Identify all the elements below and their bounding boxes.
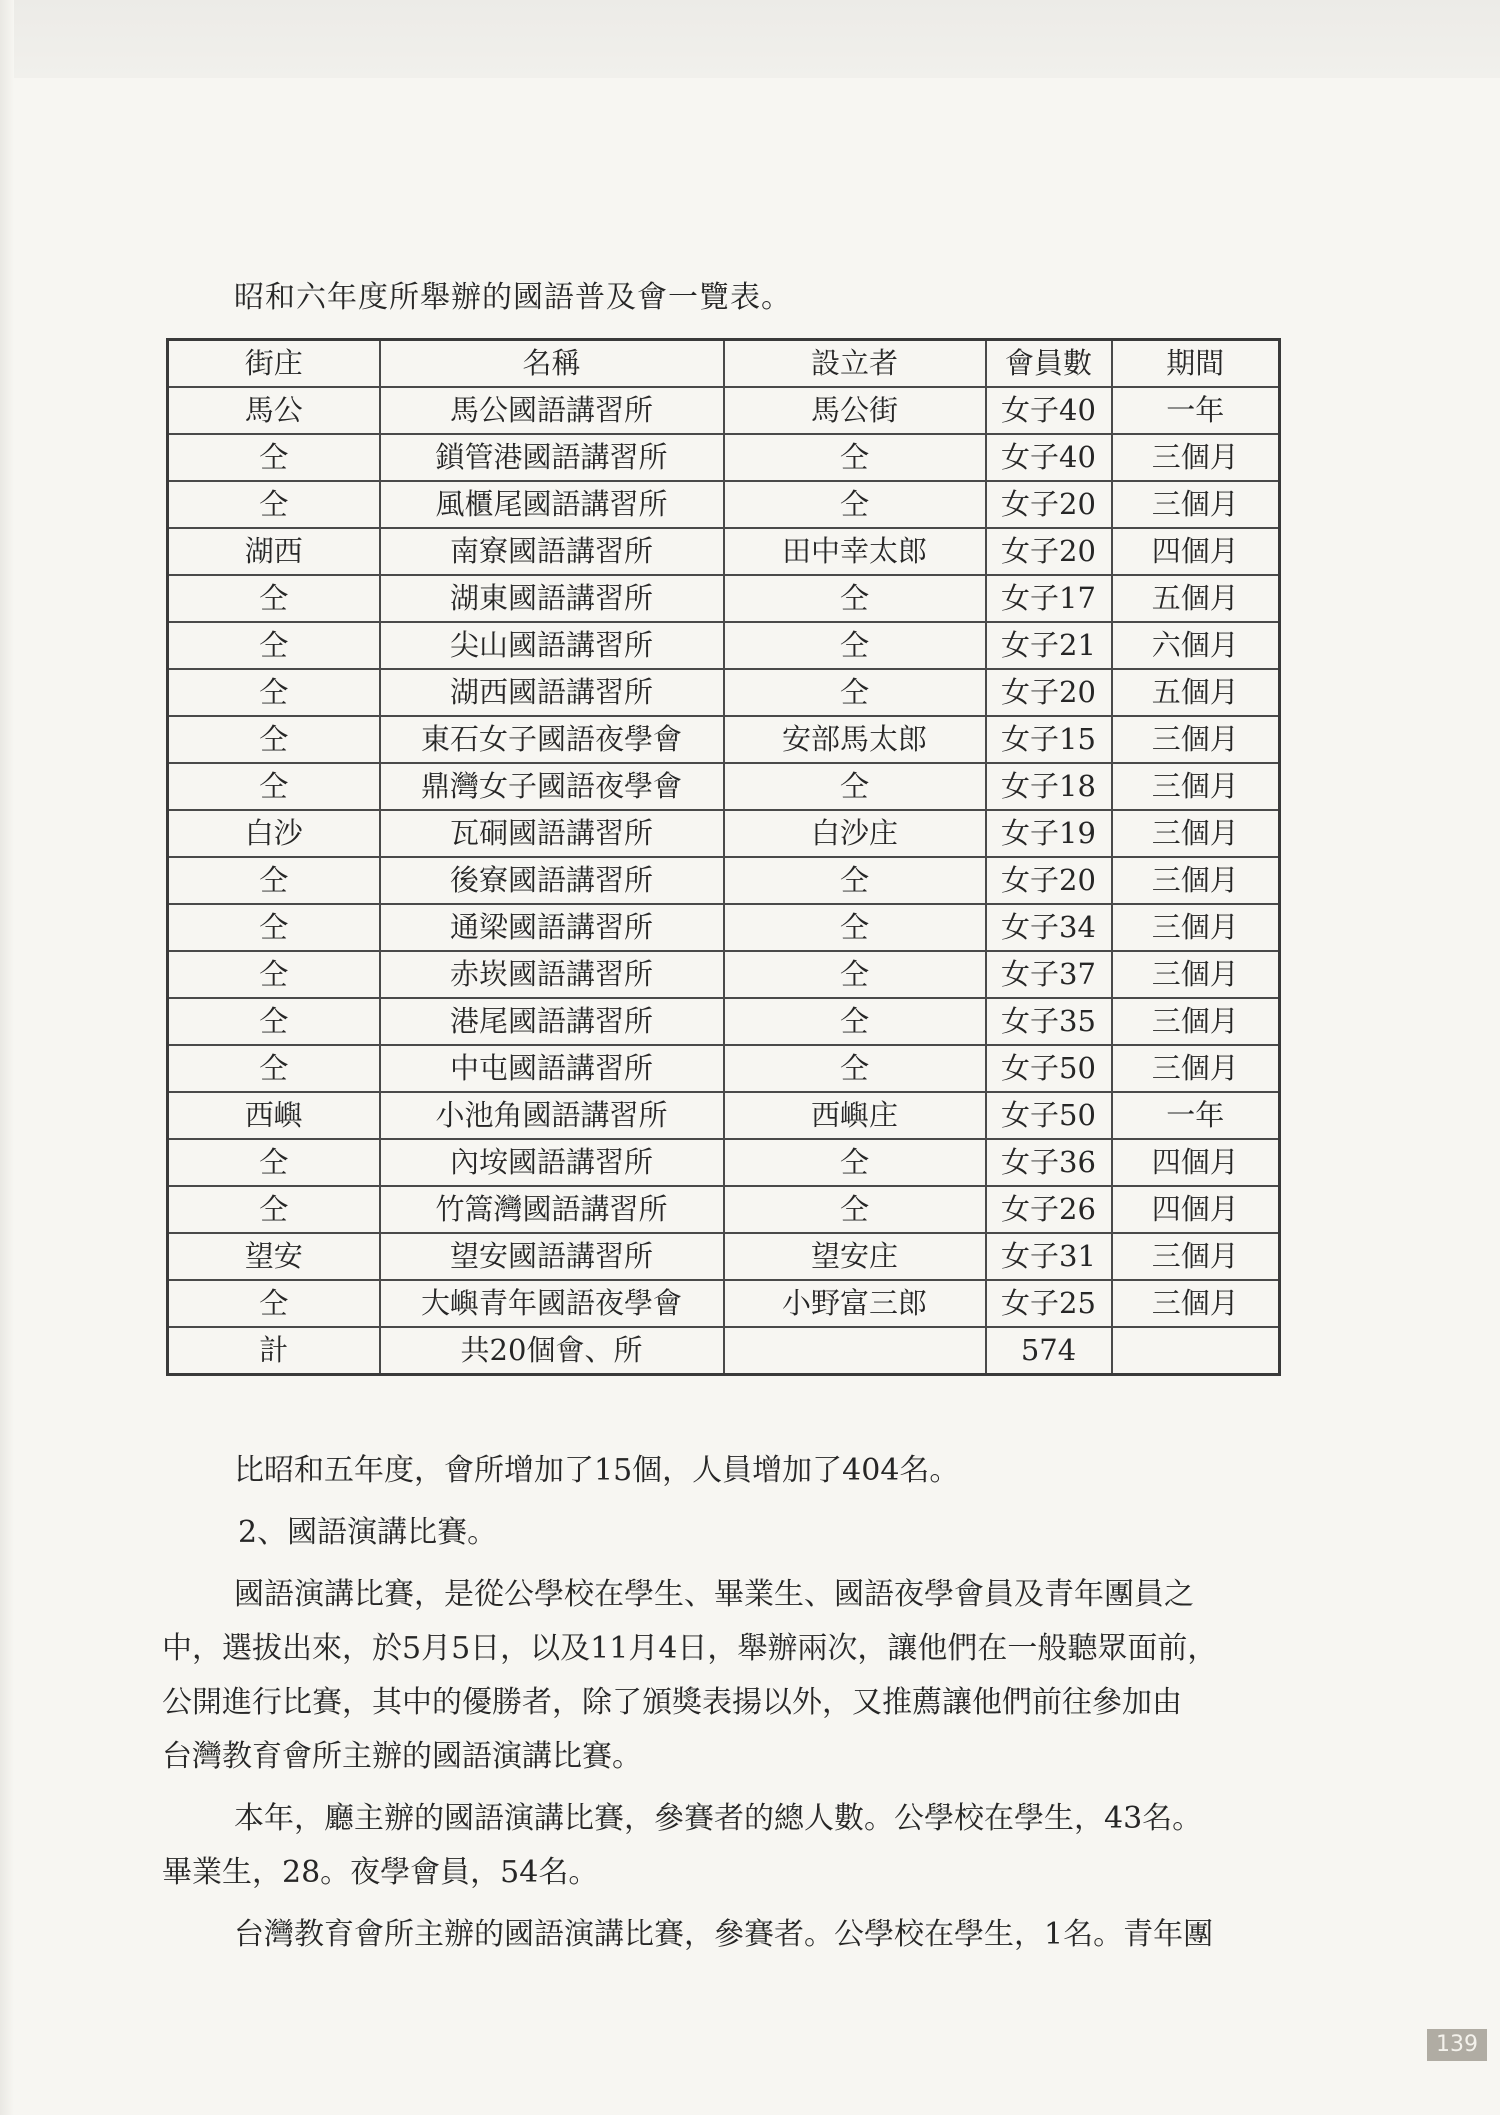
table-cell: 仝: [724, 669, 986, 716]
table-cell: 四個月: [1112, 1139, 1280, 1186]
table-row: [168, 857, 1280, 904]
table-row: [168, 951, 1280, 998]
table-cell: 仝: [724, 575, 986, 622]
table-cell: 竹篙灣國語講習所: [380, 1186, 724, 1233]
table-cell: 女子20: [986, 528, 1112, 575]
scan-top-band: [0, 0, 1500, 78]
table-cell: 安部馬太郎: [724, 716, 986, 763]
table-cell: 仝: [724, 481, 986, 528]
table-row: [168, 1045, 1280, 1092]
table-header: [168, 340, 1280, 388]
total-cell: [1112, 1327, 1280, 1375]
table-cell: 通梁國語講習所: [380, 904, 724, 951]
table-cell: 小池角國語講習所: [380, 1092, 724, 1139]
table-cell: 三個月: [1112, 481, 1280, 528]
table-cell: 馬公: [168, 387, 380, 434]
header-row: [168, 340, 1280, 388]
table-cell: 女子26: [986, 1186, 1112, 1233]
table-cell: 望安庄: [724, 1233, 986, 1280]
header-cell: 期間: [1112, 340, 1280, 388]
table-cell: 仝: [724, 904, 986, 951]
table-cell: 港尾國語講習所: [380, 998, 724, 1045]
table-row: [168, 622, 1280, 669]
table-cell: 女子19: [986, 810, 1112, 857]
table-cell: 五個月: [1112, 669, 1280, 716]
table-cell: 女子17: [986, 575, 1112, 622]
table-cell: 東石女子國語夜學會: [380, 716, 724, 763]
table-caption: 昭和六年度所舉辦的國語普及會一覽表。: [234, 280, 792, 315]
table-cell: 三個月: [1112, 763, 1280, 810]
header-cell: 名稱: [380, 340, 724, 388]
table-cell: 仝: [724, 998, 986, 1045]
total-cell: 共20個會、所: [380, 1327, 724, 1375]
table-cell: 仝: [168, 434, 380, 481]
table-cell: 仝: [724, 763, 986, 810]
table-cell: 小野富三郎: [724, 1280, 986, 1327]
table-cell: 仝: [724, 951, 986, 998]
table-row: [168, 481, 1280, 528]
total-cell: 計: [168, 1327, 380, 1375]
table-cell: 仝: [168, 1280, 380, 1327]
text-line: 國語演講比賽，是從公學校在學生、畢業生、國語夜學會員及青年團員之: [234, 1577, 1194, 1612]
table-row: [168, 434, 1280, 481]
table-row: [168, 669, 1280, 716]
table-cell: 仝: [168, 763, 380, 810]
table-cell: 女子40: [986, 387, 1112, 434]
table-cell: 三個月: [1112, 904, 1280, 951]
header-cell: 設立者: [724, 340, 986, 388]
paragraph-education-association: [234, 1908, 1284, 1962]
text-line: 台灣教育會所主辦的國語演講比賽。: [162, 1739, 642, 1774]
table-cell: 女子50: [986, 1092, 1112, 1139]
table-cell: 仝: [168, 716, 380, 763]
table-cell: 仝: [168, 951, 380, 998]
header-cell: 會員數: [986, 340, 1112, 388]
table-cell: 一年: [1112, 1092, 1280, 1139]
table-cell: 馬公街: [724, 387, 986, 434]
table-cell: 望安國語講習所: [380, 1233, 724, 1280]
page-number: 139: [1427, 2029, 1487, 2061]
table-cell: 三個月: [1112, 998, 1280, 1045]
table-cell: 仝: [168, 857, 380, 904]
table-cell: 仝: [724, 1186, 986, 1233]
table-row: [168, 528, 1280, 575]
table-cell: 仝: [168, 998, 380, 1045]
table-cell: 白沙庄: [724, 810, 986, 857]
table-cell: 女子21: [986, 622, 1112, 669]
table-cell: 四個月: [1112, 528, 1280, 575]
table-cell: 大嶼青年國語夜學會: [380, 1280, 724, 1327]
text-line: 公開進行比賽，其中的優勝者，除了頒獎表揚以外，又推薦讓他們前往參加由: [162, 1685, 1182, 1720]
table-cell: 風櫃尾國語講習所: [380, 481, 724, 528]
text-line: 本年，廳主辦的國語演講比賽，參賽者的總人數。公學校在學生，43名。: [234, 1801, 1203, 1836]
table-cell: 尖山國語講習所: [380, 622, 724, 669]
table-cell: 仝: [724, 622, 986, 669]
table-cell: 女子20: [986, 857, 1112, 904]
text-line: 中，選拔出來，於5月5日，以及11月4日，舉辦兩次，讓他們在一般聽眾面前，: [162, 1631, 1218, 1666]
table-cell: 女子35: [986, 998, 1112, 1045]
table-row: [168, 1280, 1280, 1327]
table-cell: 仝: [724, 434, 986, 481]
table-row: [168, 810, 1280, 857]
table-cell: 仝: [168, 575, 380, 622]
table-cell: 女子50: [986, 1045, 1112, 1092]
table-cell: 望安: [168, 1233, 380, 1280]
table-cell: 女子20: [986, 481, 1112, 528]
language-school-table: [166, 338, 1281, 1376]
table-cell: 女子40: [986, 434, 1112, 481]
table-cell: 仝: [168, 481, 380, 528]
table-cell: 內垵國語講習所: [380, 1139, 724, 1186]
table-cell: 三個月: [1112, 951, 1280, 998]
table-row: [168, 1186, 1280, 1233]
table-cell: 六個月: [1112, 622, 1280, 669]
table-cell: 女子20: [986, 669, 1112, 716]
table-cell: 女子18: [986, 763, 1112, 810]
table-cell: 湖東國語講習所: [380, 575, 724, 622]
table-cell: 三個月: [1112, 716, 1280, 763]
table-cell: 田中幸太郎: [724, 528, 986, 575]
table-cell: 湖西: [168, 528, 380, 575]
paragraph-speech-contest: [162, 1568, 1284, 1784]
table-cell: 仝: [168, 669, 380, 716]
paragraph-participants: [162, 1792, 1284, 1900]
table-cell: 女子37: [986, 951, 1112, 998]
table-row: [168, 904, 1280, 951]
table-cell: 女子31: [986, 1233, 1112, 1280]
table-cell: 一年: [1112, 387, 1280, 434]
table-row: [168, 998, 1280, 1045]
table-row: [168, 716, 1280, 763]
table-body: [168, 387, 1280, 1375]
table-cell: 仝: [168, 1045, 380, 1092]
table-row: [168, 1092, 1280, 1139]
table-cell: 仝: [168, 622, 380, 669]
table-cell: 五個月: [1112, 575, 1280, 622]
table-cell: 三個月: [1112, 434, 1280, 481]
table-cell: 西嶼: [168, 1092, 380, 1139]
table-row: [168, 387, 1280, 434]
table-cell: 湖西國語講習所: [380, 669, 724, 716]
table-cell: 三個月: [1112, 810, 1280, 857]
total-cell: 574: [986, 1327, 1112, 1375]
table-cell: 仝: [724, 1045, 986, 1092]
table-cell: 三個月: [1112, 857, 1280, 904]
section-heading: 2、國語演講比賽。: [238, 1515, 498, 1550]
table-cell: 四個月: [1112, 1186, 1280, 1233]
table-row: [168, 575, 1280, 622]
table-cell: 瓦硐國語講習所: [380, 810, 724, 857]
table-row: [168, 1233, 1280, 1280]
table-cell: 仝: [168, 1139, 380, 1186]
table-cell: 南寮國語講習所: [380, 528, 724, 575]
table-cell: 女子34: [986, 904, 1112, 951]
table-cell: 女子36: [986, 1139, 1112, 1186]
header-cell: 街庄: [168, 340, 380, 388]
table-cell: 中屯國語講習所: [380, 1045, 724, 1092]
summary-line: 比昭和五年度，會所增加了15個，人員增加了404名。: [234, 1453, 960, 1488]
table-cell: 仝: [724, 1139, 986, 1186]
table-row: [168, 763, 1280, 810]
table-cell: 鼎灣女子國語夜學會: [380, 763, 724, 810]
total-row: [168, 1327, 1280, 1375]
total-cell: [724, 1327, 986, 1375]
text-line: 畢業生，28。夜學會員，54名。: [162, 1855, 599, 1890]
table-cell: 三個月: [1112, 1280, 1280, 1327]
table-cell: 女子15: [986, 716, 1112, 763]
table-cell: 馬公國語講習所: [380, 387, 724, 434]
table-cell: 仝: [168, 1186, 380, 1233]
table-cell: 三個月: [1112, 1045, 1280, 1092]
table-cell: 女子25: [986, 1280, 1112, 1327]
table-cell: 三個月: [1112, 1233, 1280, 1280]
table-row: [168, 1139, 1280, 1186]
table-cell: 赤崁國語講習所: [380, 951, 724, 998]
scan-left-edge: [0, 0, 14, 2115]
text-line: 台灣教育會所主辦的國語演講比賽，參賽者。公學校在學生，1名。青年團: [234, 1917, 1214, 1952]
table-cell: 仝: [724, 857, 986, 904]
body-text: [162, 1444, 1284, 1962]
table-cell: 仝: [168, 904, 380, 951]
table-cell: 西嶼庄: [724, 1092, 986, 1139]
table-cell: 後寮國語講習所: [380, 857, 724, 904]
table-cell: 白沙: [168, 810, 380, 857]
table-cell: 鎖管港國語講習所: [380, 434, 724, 481]
